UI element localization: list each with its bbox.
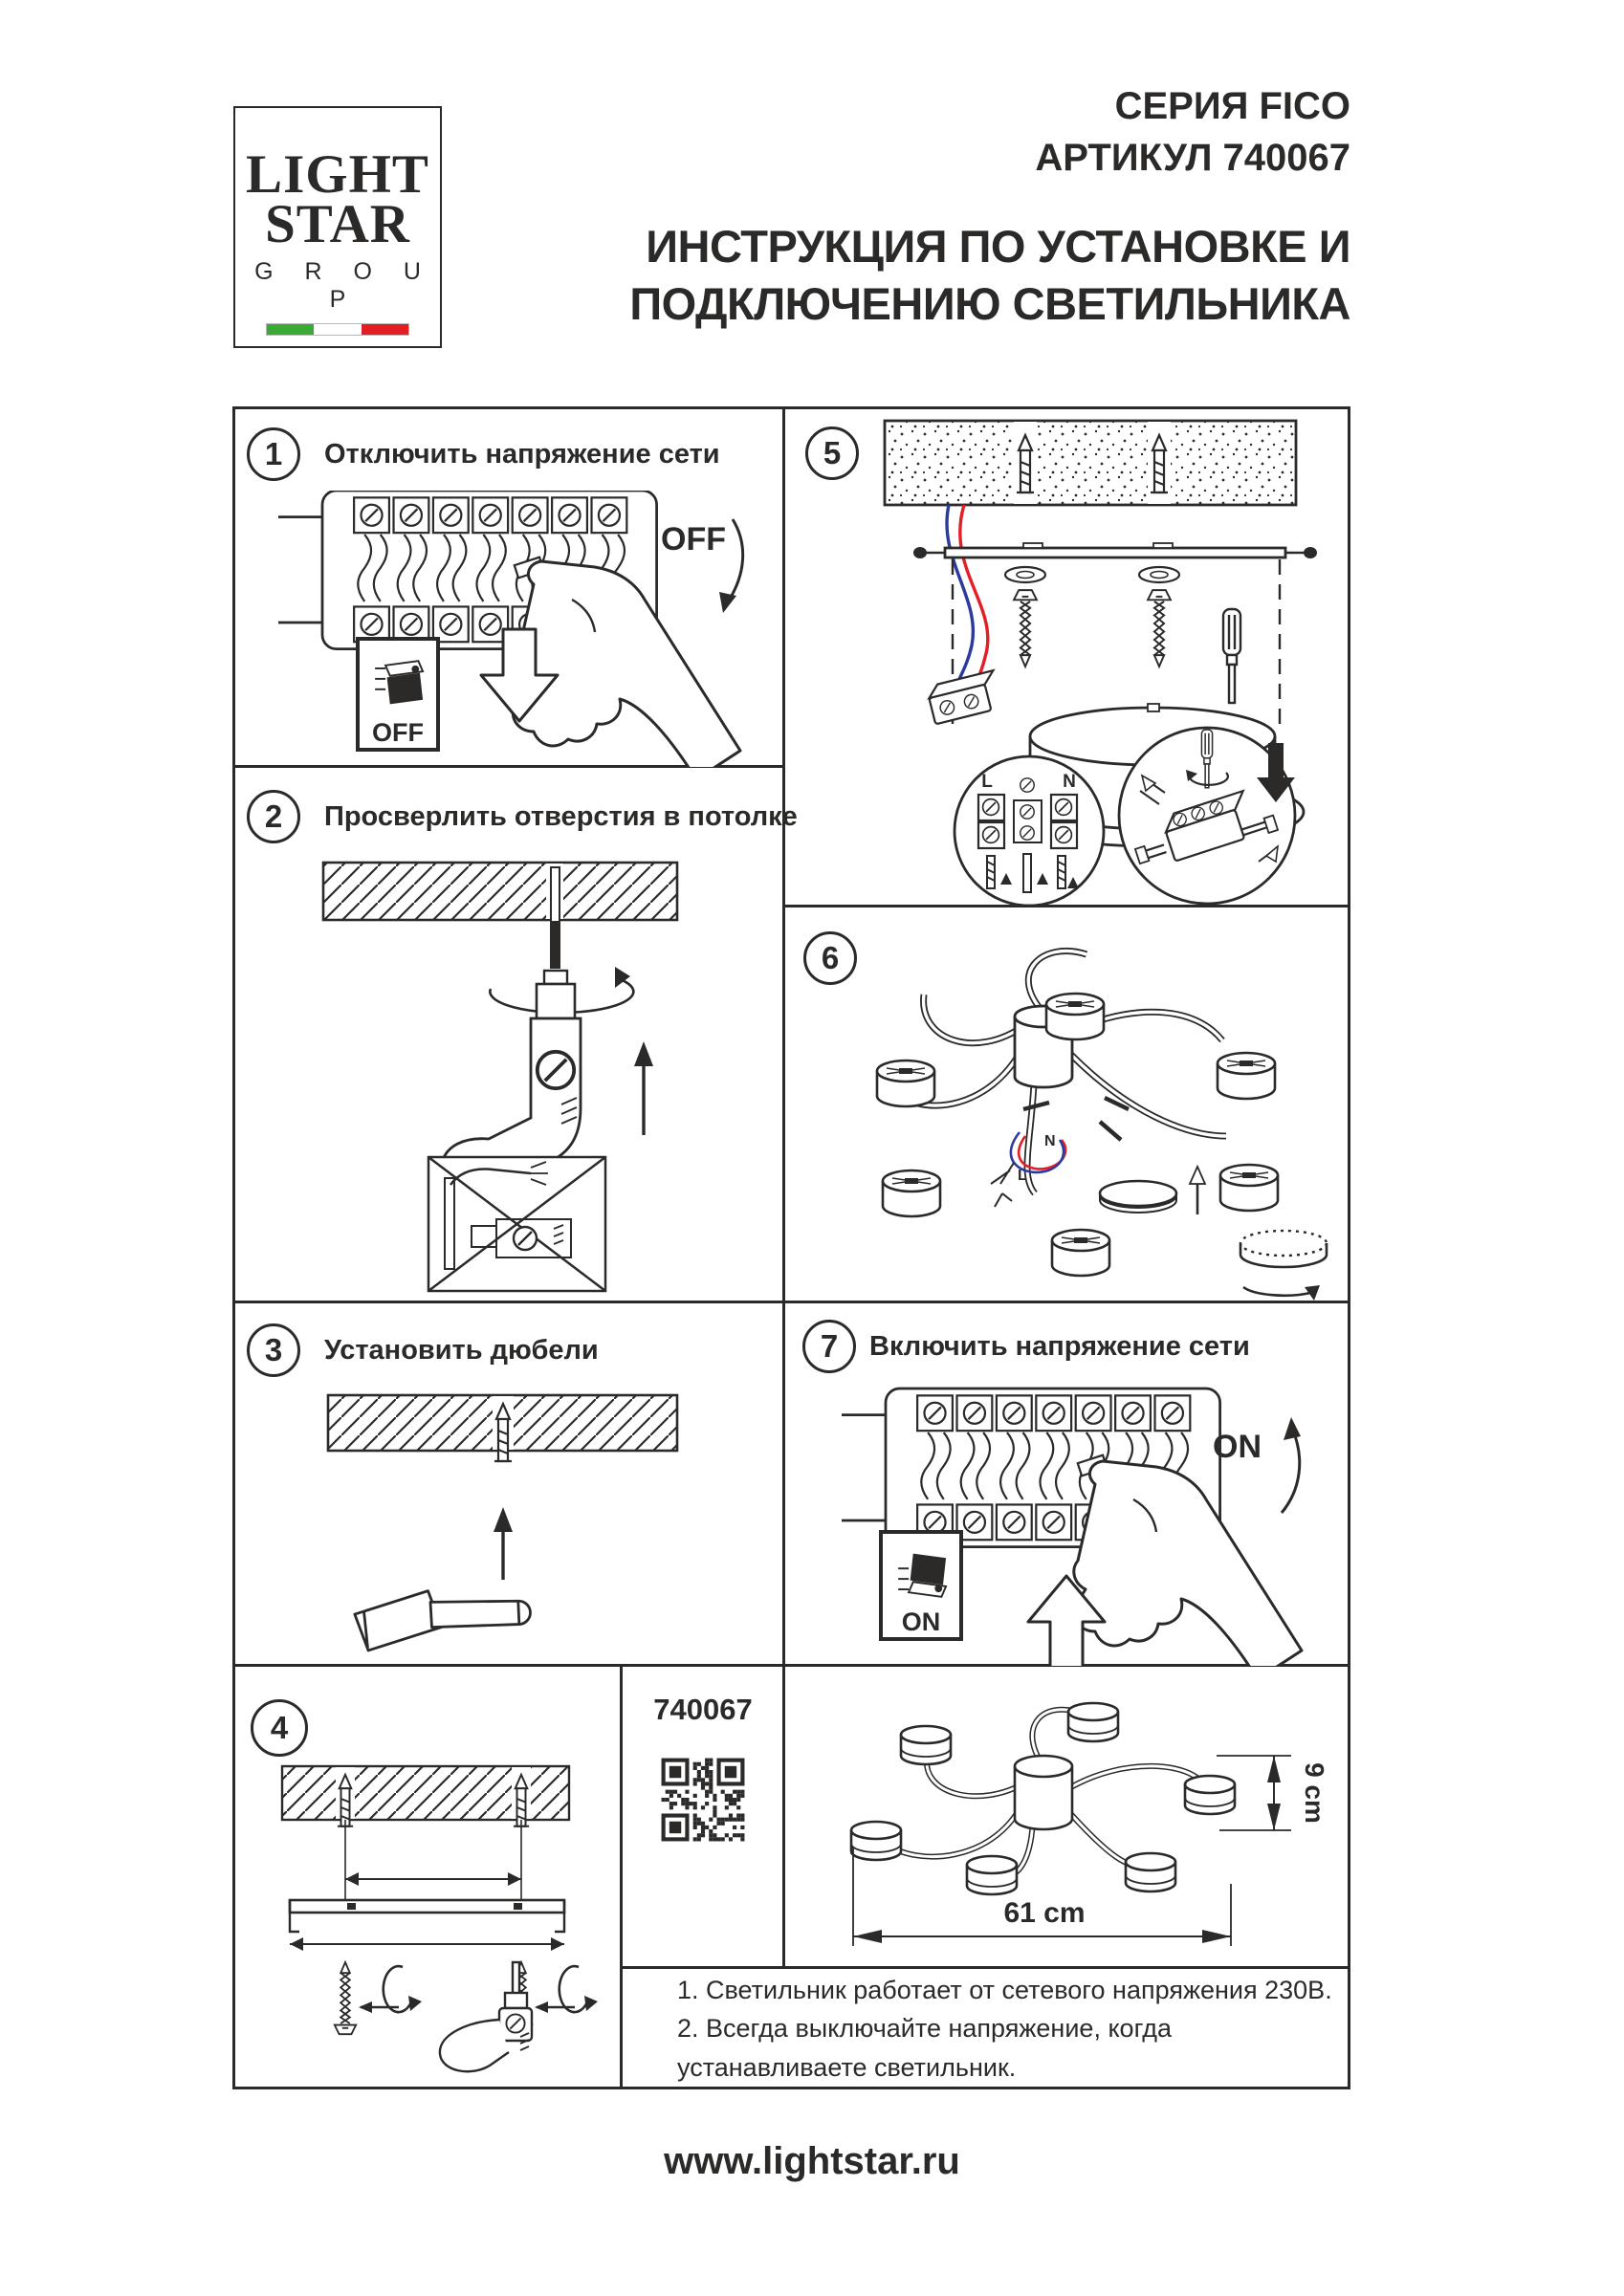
- logo-star: STAR: [265, 194, 410, 255]
- switch-on-label: ON: [901, 1607, 941, 1636]
- terminal-n-label: N: [1063, 772, 1076, 792]
- note-line: 1. Светильник работает от сетевого напряжения 230В.: [677, 1975, 1332, 2004]
- step-number-badge: 1: [247, 427, 300, 481]
- terminal-front-magnifier: [955, 756, 1104, 906]
- step-2-panel: [232, 767, 798, 1302]
- step-caption: Отключить напряжение сети: [324, 438, 720, 470]
- step-caption: Установить дюбели: [324, 1334, 599, 1366]
- article-label: АРТИКУЛ 740067: [1035, 137, 1350, 179]
- step-1-panel: [232, 406, 784, 767]
- off-label: OFF: [661, 521, 726, 558]
- footer-website: www.lightstar.ru: [664, 2140, 960, 2182]
- step-7-panel: [784, 1302, 1350, 1666]
- step-number-badge: 5: [805, 426, 859, 480]
- step-4-panel: [232, 1666, 622, 2089]
- step-caption: Включить напряжение сети: [869, 1330, 1250, 1362]
- terminal-l-label: L: [981, 772, 993, 792]
- wiring-magnifier: [1119, 728, 1295, 904]
- step-5-panel: [784, 406, 1350, 907]
- fixture-dimensions-illustration: [784, 1666, 1350, 1968]
- step-3-panel: [232, 1302, 784, 1666]
- step-number-badge: 7: [802, 1320, 856, 1373]
- series-label: СЕРИЯ FICO: [1114, 85, 1350, 127]
- qr-code: [646, 1742, 760, 1857]
- breaker-on-illustration: [784, 1379, 1350, 1666]
- step-6-panel: [784, 907, 1350, 1302]
- dowel-hammer-illustration: [232, 1381, 784, 1666]
- logo-light: LIGHT: [246, 144, 429, 205]
- screwdriver-icon: [440, 1962, 532, 2071]
- wrong-use-crossed-box: [428, 1157, 605, 1291]
- rocker-switch-on-icon: [881, 1532, 961, 1639]
- base-mounting-illustration: [784, 406, 1350, 907]
- step-caption: Просверлить отверстия в потолке: [324, 800, 798, 832]
- switch-off-label: OFF: [372, 718, 424, 747]
- diffuser-icon: [1240, 1231, 1327, 1301]
- breaker-off-illustration: [232, 491, 784, 767]
- logo-group: G R O U P: [254, 257, 433, 313]
- instruction-title: ИНСТРУКЦИЯ ПО УСТАНОВКЕ И ПОДКЛЮЧЕНИЮ СВЕТИЛЬНИКА: [629, 221, 1350, 329]
- step-number-badge: 2: [247, 790, 300, 843]
- fixture-assembly-illustration: [784, 907, 1350, 1302]
- qr-panel: [622, 1666, 784, 1968]
- width-dimension-label: 61 cm: [1003, 1897, 1086, 1929]
- height-dimension-label: 9 cm: [1300, 1762, 1329, 1824]
- step-number-badge: 4: [251, 1699, 308, 1757]
- step-number-badge: 6: [803, 931, 857, 985]
- wire-n-label: N: [1044, 1133, 1056, 1149]
- drill-ceiling-illustration: [232, 848, 784, 1302]
- dimensions-panel: [784, 1666, 1350, 1968]
- mounting-bar-illustration: [232, 1757, 622, 2089]
- wire-l-label: L: [1018, 1168, 1027, 1184]
- step-number-badge: 3: [247, 1323, 300, 1377]
- terminal-block-icon: [927, 670, 1003, 724]
- rocker-switch-off-icon: [358, 639, 438, 750]
- italian-flag-icon: [266, 323, 409, 336]
- notes-panel: [622, 1968, 1350, 2089]
- on-label: ON: [1213, 1429, 1262, 1465]
- note-line: 2. Всегда выключайте напряжение, когда устанавливаете светильник.: [677, 2014, 1172, 2082]
- lightstar-logo: [233, 106, 442, 348]
- article-number: 740067: [653, 1693, 753, 1726]
